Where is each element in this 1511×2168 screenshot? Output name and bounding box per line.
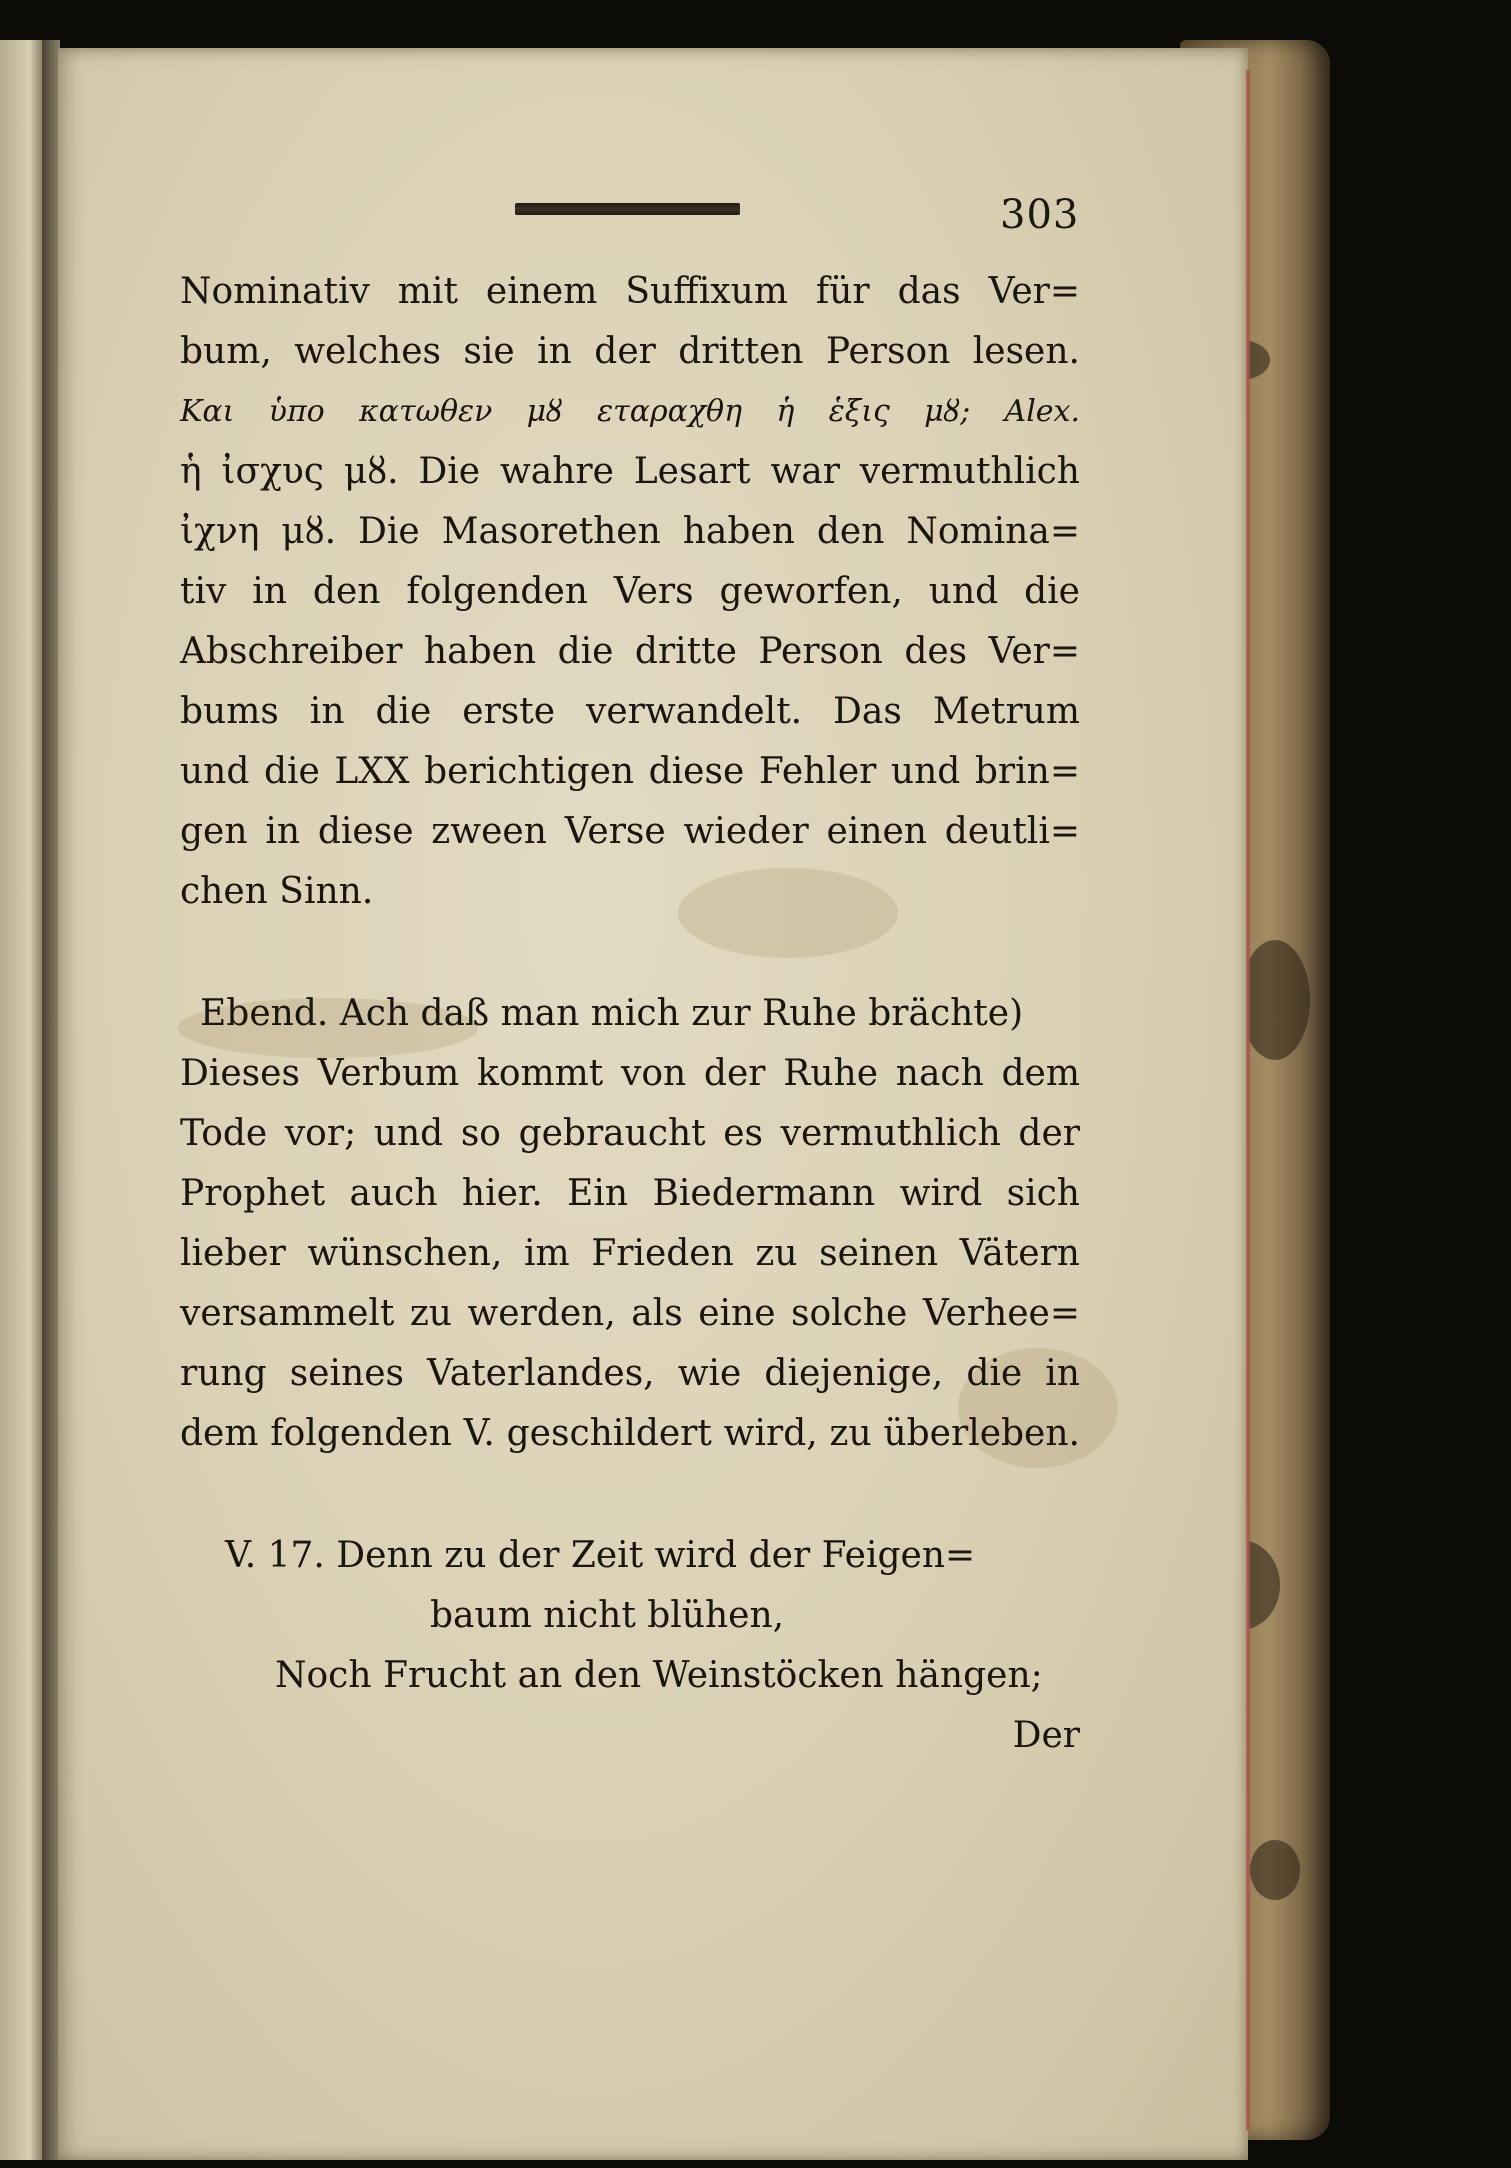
text-line: Ebend. Ach daß man mich zur Ruhe brächte) [200, 993, 1024, 1034]
cover-stain [1240, 940, 1310, 1060]
text-line: ἰχνη μȣ. Die Masorethen haben den Nomina= [180, 511, 1080, 552]
verse-line: V. 17. Denn zu der Zeit wird der Feigen= [225, 1535, 976, 1576]
paragraph-gap [180, 922, 1080, 984]
text-line: bum, welches sie in der dritten Person lesen. [180, 331, 1080, 372]
page-edge-red-stain [1246, 70, 1250, 2130]
text-line-greek: Και ὑπο κατωθεν μȣ εταραχθη ἡ ἑξις μȣ; Alex. [180, 394, 1080, 429]
text-line: Nominativ mit einem Suffixum für das Ver= [180, 271, 1080, 312]
text-line: tiv in den folgenden Vers geworfen, und die [180, 571, 1080, 612]
text-line: Tode vor; und so gebraucht es vermuthlich der [180, 1113, 1080, 1154]
text-line: dem folgenden V. geschildert wird, zu überleben. [180, 1413, 1080, 1454]
facing-page-edge [0, 40, 42, 2160]
cover-stain [1250, 1840, 1300, 1900]
text-line: bums in die erste verwandelt. Das Metrum [180, 691, 1080, 732]
header-ornamental-rule [515, 203, 740, 215]
paragraph-gap [180, 1464, 1080, 1526]
text-line: chen Sinn. [180, 871, 374, 912]
page-text [180, 262, 1080, 1766]
verse-line: baum nicht blühen, [430, 1595, 785, 1636]
text-line: ἡ ἰσχυς μȣ. Die wahre Lesart war vermuthlich [180, 451, 1080, 492]
page-number: 303 [1000, 192, 1080, 238]
text-line: und die LXX berichtigen diese Fehler und brin= [180, 751, 1080, 792]
text-line: versammelt zu werden, als eine solche Verhee= [180, 1293, 1080, 1334]
text-line: Prophet auch hier. Ein Biedermann wird sich [180, 1173, 1080, 1214]
text-line: Dieses Verbum kommt von der Ruhe nach dem [180, 1053, 1080, 1094]
text-line: lieber wünschen, im Frieden zu seinen Vätern [180, 1233, 1080, 1274]
catchword: Der [1012, 1715, 1080, 1756]
verse-line: Noch Frucht an den Weinstöcken hängen; [275, 1655, 1043, 1696]
text-line: rung seines Vaterlandes, wie diejenige, die in [180, 1353, 1080, 1394]
text-line: Abschreiber haben die dritte Person des Ver= [180, 631, 1080, 672]
text-line: gen in diese zween Verse wieder einen deutli= [180, 811, 1080, 852]
